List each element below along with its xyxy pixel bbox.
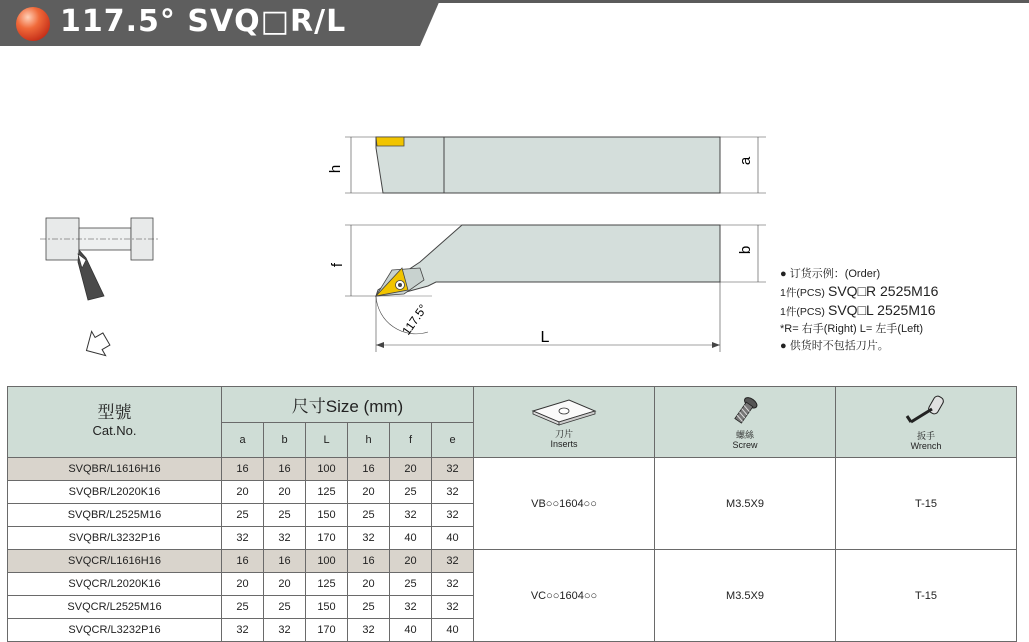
- size-cell: 25: [264, 596, 306, 619]
- dim-a: a: [737, 156, 754, 166]
- size-cell: 16: [264, 458, 306, 481]
- size-cell: 32: [432, 481, 474, 504]
- size-cell: 40: [390, 619, 432, 642]
- size-cell: 16: [348, 550, 390, 573]
- size-cell: 16: [222, 458, 264, 481]
- size-cell: 32: [390, 504, 432, 527]
- model-cell: SVQCR/L2525M16: [8, 596, 222, 619]
- size-cell: 25: [390, 573, 432, 596]
- size-cell: 16: [222, 550, 264, 573]
- insert-value: VC○○1604○○: [474, 550, 655, 642]
- size-col-header: L: [306, 422, 348, 458]
- size-cell: 20: [222, 573, 264, 596]
- size-cell: 32: [432, 573, 474, 596]
- wrench-value: T-15: [836, 458, 1017, 550]
- dim-L: L: [540, 329, 550, 346]
- screw-icon: [730, 395, 760, 427]
- size-cell: 32: [390, 596, 432, 619]
- inserts-header: 刀片 Inserts: [474, 387, 655, 458]
- order-hand-note: *R= 右手(Right) L= 左手(Left): [780, 323, 924, 335]
- model-header: 型號 Cat.No.: [8, 387, 222, 458]
- size-cell: 32: [432, 550, 474, 573]
- size-cell: 125: [306, 573, 348, 596]
- model-cell: SVQBR/L2020K16: [8, 481, 222, 504]
- model-cell: SVQBR/L3232P16: [8, 527, 222, 550]
- size-cell: 32: [264, 527, 306, 550]
- size-cell: 25: [348, 596, 390, 619]
- insert-value: VB○○1604○○: [474, 458, 655, 550]
- size-header: 尺寸Size (mm): [222, 387, 474, 423]
- model-cell: SVQCR/L1616H16: [8, 550, 222, 573]
- workpiece-illustration: [40, 218, 160, 363]
- size-col-header: b: [264, 422, 306, 458]
- size-cell: 40: [432, 619, 474, 642]
- size-cell: 20: [348, 573, 390, 596]
- model-cell: SVQBR/L1616H16: [8, 458, 222, 481]
- size-cell: 32: [348, 619, 390, 642]
- screw-value: M3.5X9: [655, 458, 836, 550]
- screw-header: 螺絲 Screw: [655, 387, 836, 458]
- size-cell: 100: [306, 550, 348, 573]
- insert-icon: [529, 396, 599, 426]
- dim-f: f: [329, 262, 346, 268]
- size-col-header: f: [390, 422, 432, 458]
- wrench-icon: [901, 394, 951, 428]
- size-cell: 170: [306, 527, 348, 550]
- size-cell: 16: [264, 550, 306, 573]
- size-cell: 32: [432, 458, 474, 481]
- size-cell: 150: [306, 596, 348, 619]
- size-cell: 25: [222, 596, 264, 619]
- table-row: [8, 550, 1017, 573]
- size-col-header: e: [432, 422, 474, 458]
- size-cell: 32: [222, 527, 264, 550]
- size-cell: 25: [222, 504, 264, 527]
- size-col-header: a: [222, 422, 264, 458]
- size-cell: 32: [348, 527, 390, 550]
- size-col-header: h: [348, 422, 390, 458]
- screw-value: M3.5X9: [655, 550, 836, 642]
- size-cell: 150: [306, 504, 348, 527]
- table-row: [8, 458, 1017, 481]
- page-title: 117.5° SVQ□R/L: [60, 4, 347, 39]
- size-cell: 20: [348, 481, 390, 504]
- size-cell: 20: [264, 481, 306, 504]
- size-cell: 125: [306, 481, 348, 504]
- dim-h: h: [327, 164, 344, 174]
- order-title: ● 订货示例：(Order): [780, 268, 881, 280]
- model-cell: SVQCR/L2020K16: [8, 573, 222, 596]
- size-cell: 20: [390, 458, 432, 481]
- spec-table: [7, 386, 1017, 642]
- size-cell: 100: [306, 458, 348, 481]
- size-cell: 16: [348, 458, 390, 481]
- side-view: [329, 225, 766, 352]
- size-cell: 25: [390, 481, 432, 504]
- size-cell: 25: [348, 504, 390, 527]
- size-cell: 40: [432, 527, 474, 550]
- model-cell: SVQCR/L3232P16: [8, 619, 222, 642]
- size-cell: 170: [306, 619, 348, 642]
- top-view: [327, 137, 766, 193]
- dim-b: b: [737, 245, 754, 255]
- order-notes: [780, 266, 938, 355]
- wrench-header: 扳手 Wrench: [836, 387, 1017, 458]
- size-cell: 25: [264, 504, 306, 527]
- size-cell: 20: [264, 573, 306, 596]
- size-cell: 40: [390, 527, 432, 550]
- order-insert-note: ● 供货时不包括刀片。: [780, 340, 889, 352]
- wrench-value: T-15: [836, 550, 1017, 642]
- size-cell: 32: [264, 619, 306, 642]
- dim-angle: 117.5°: [399, 301, 431, 338]
- order-line-right: 1件(PCS) SVQ□R 2525M16: [780, 283, 939, 299]
- size-cell: 32: [432, 596, 474, 619]
- size-cell: 20: [390, 550, 432, 573]
- size-cell: 20: [222, 481, 264, 504]
- model-cell: SVQBR/L2525M16: [8, 504, 222, 527]
- size-cell: 32: [432, 504, 474, 527]
- size-cell: 32: [222, 619, 264, 642]
- order-line-left: 1件(PCS) SVQ□L 2525M16: [780, 302, 936, 318]
